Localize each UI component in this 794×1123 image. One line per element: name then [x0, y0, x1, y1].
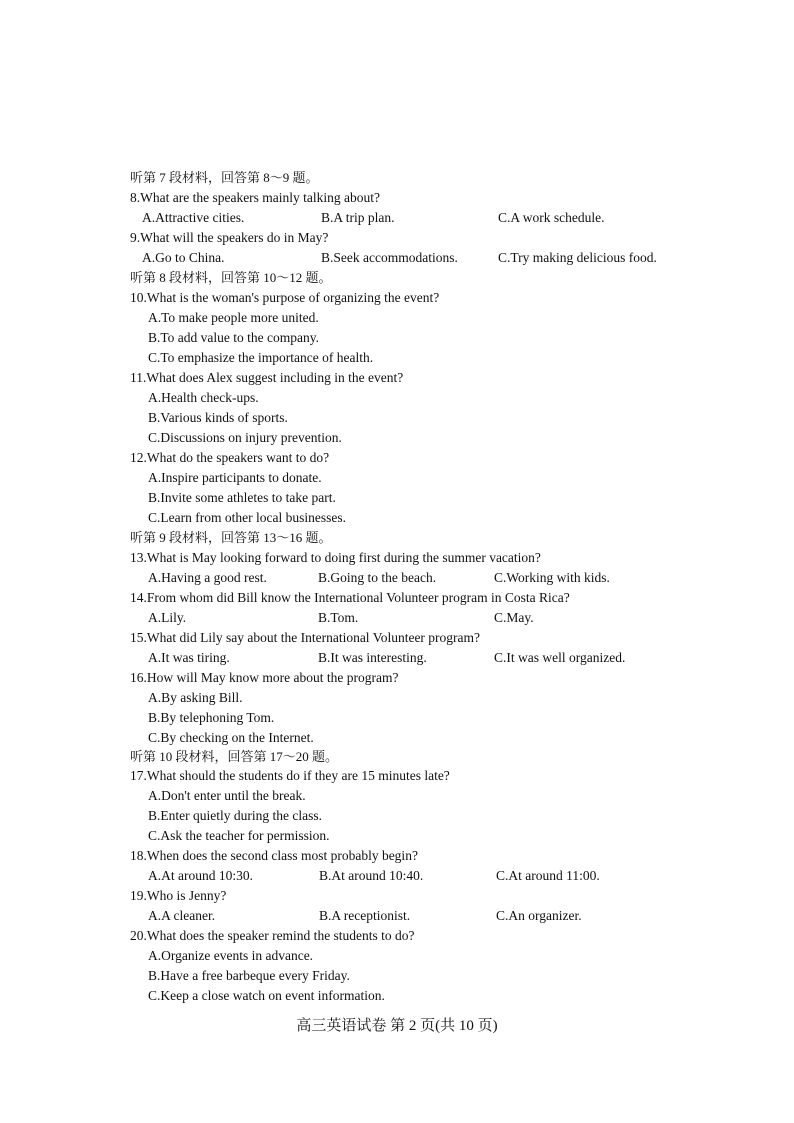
option-a: A.To make people more united. [148, 310, 319, 325]
option-b: B.At around 10:40. [319, 868, 424, 883]
option-c: C.A work schedule. [498, 210, 605, 225]
option-b: B.Seek accommodations. [321, 250, 458, 265]
section-header: 听第 7 段材料，回答第 8～9 题。 [130, 170, 319, 185]
question-11: 11.What does Alex suggest including in the event? [130, 370, 404, 385]
option-b: B.Have a free barbeque every Friday. [148, 968, 350, 983]
option-b: B.A receptionist. [319, 908, 411, 923]
option-c: C.May. [494, 610, 534, 625]
option-a: A.Go to China. [142, 250, 225, 265]
option-c: C.Learn from other local businesses. [148, 510, 346, 525]
option-a: A.At around 10:30. [148, 868, 253, 883]
option-b: B.Various kinds of sports. [148, 410, 288, 425]
question-17: 17.What should the students do if they are 15 minutes late? [130, 768, 450, 783]
option-c: C.At around 11:00. [496, 868, 600, 883]
option-a: A.Organize events in advance. [148, 948, 314, 963]
question-16: 16.How will May know more about the program? [130, 670, 399, 685]
option-c: C.Keep a close watch on event information. [148, 988, 385, 1003]
question-14: 14.From whom did Bill know the International Volunteer program in Costa Rica? [130, 590, 570, 605]
option-a: A.Lily. [148, 610, 187, 625]
question-13: 13.What is May looking forward to doing first during the summer vacation? [130, 550, 541, 565]
page-footer: 高三英语试卷 第 2 页(共 10 页) [296, 1018, 498, 1034]
options-row-9 [0, 248, 794, 268]
options-row-18 [0, 866, 794, 886]
option-c: C.Try making delicious food. [498, 250, 657, 265]
option-a: A.Attractive cities. [142, 210, 245, 225]
option-b: B.It was interesting. [318, 650, 427, 665]
question-18: 18.When does the second class most probably begin? [130, 848, 418, 863]
option-c: C.To emphasize the importance of health. [148, 350, 374, 365]
question-20: 20.What does the speaker remind the students to do? [130, 928, 415, 943]
options-row-19 [0, 906, 794, 926]
option-a: A.Don't enter until the break. [148, 788, 306, 803]
option-c: C.An organizer. [496, 908, 582, 923]
option-a: A.It was tiring. [148, 650, 230, 665]
option-b: B.Tom. [318, 610, 359, 625]
option-b: B.To add value to the company. [148, 330, 320, 345]
option-a: A.By asking Bill. [148, 690, 243, 705]
section-header: 听第 10 段材料，回答第 17～20 题。 [130, 749, 339, 764]
options-row-14 [0, 608, 794, 628]
option-c: C.Discussions on injury prevention. [148, 430, 342, 445]
section-header: 听第 9 段材料，回答第 13～16 题。 [130, 530, 332, 545]
options-row-13 [0, 568, 794, 588]
question-15: 15.What did Lily say about the International Volunteer program? [130, 630, 481, 645]
option-c: C.By checking on the Internet. [148, 730, 314, 745]
question-10: 10.What is the woman's purpose of organizing the event? [130, 290, 440, 305]
question-8: 8.What are the speakers mainly talking about? [130, 190, 381, 205]
option-a: A.Having a good rest. [148, 570, 267, 585]
option-b: B.A trip plan. [321, 210, 395, 225]
question-9: 9.What will the speakers do in May? [130, 230, 329, 245]
option-b: B.Invite some athletes to take part. [148, 490, 336, 505]
option-c: C.Ask the teacher for permission. [148, 828, 330, 843]
section-header: 听第 8 段材料，回答第 10～12 题。 [130, 270, 332, 285]
option-c: C.Working with kids. [494, 570, 610, 585]
option-b: B.By telephoning Tom. [148, 710, 275, 725]
question-12: 12.What do the speakers want to do? [130, 450, 330, 465]
options-row-8 [0, 208, 794, 228]
question-19: 19.Who is Jenny? [130, 888, 227, 903]
option-a: A.A cleaner. [148, 908, 216, 923]
option-a: A.Inspire participants to donate. [148, 470, 322, 485]
options-row-15 [0, 648, 794, 668]
option-c: C.It was well organized. [494, 650, 626, 665]
option-b: B.Enter quietly during the class. [148, 808, 322, 823]
option-b: B.Going to the beach. [318, 570, 437, 585]
option-a: A.Health check-ups. [148, 390, 259, 405]
